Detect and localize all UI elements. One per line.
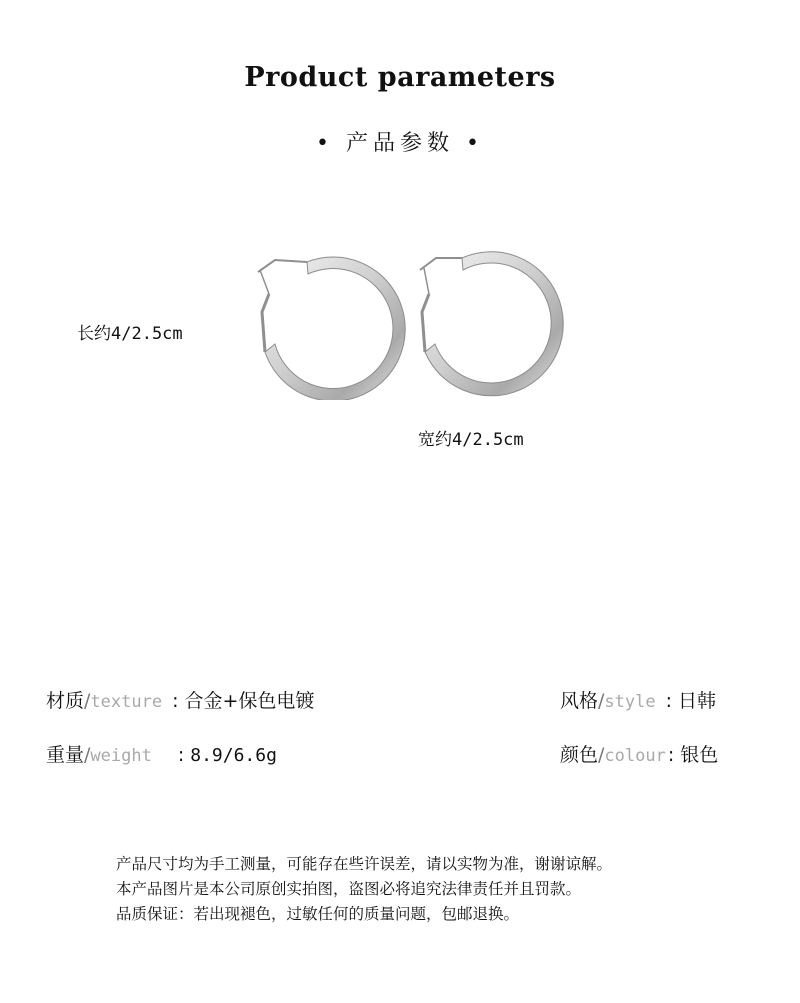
spec-label-en: colour bbox=[604, 746, 666, 766]
hoop-earrings-image bbox=[230, 240, 570, 400]
spec-colon: : bbox=[667, 744, 675, 766]
spec-value: 合金+保色电镀 bbox=[184, 690, 315, 712]
spec-slash: / bbox=[598, 744, 605, 766]
spec-value: 日韩 bbox=[678, 690, 717, 712]
spec-colon: : bbox=[172, 690, 179, 712]
note-quality: 品质保证：若出现褪色，过敏任何的质量问题，包邮退换。 bbox=[116, 905, 520, 923]
spec-label-cn: 重量 bbox=[46, 744, 85, 766]
spec-label-cn: 风格 bbox=[560, 690, 599, 712]
spec-value: 银色 bbox=[680, 744, 719, 766]
spec-label-en: texture bbox=[90, 692, 163, 712]
length-label: 长约4/2.5cm bbox=[77, 324, 183, 344]
spec-label-en: style bbox=[604, 692, 656, 712]
spec-colon: : bbox=[665, 690, 673, 712]
spec-label-cn: 颜色 bbox=[560, 744, 599, 766]
spec-slash: / bbox=[84, 744, 91, 766]
right-hoop bbox=[420, 252, 563, 396]
spec-color bbox=[560, 740, 718, 767]
left-hoop bbox=[258, 257, 405, 400]
notes-block bbox=[116, 852, 736, 927]
spec-slash: / bbox=[84, 690, 91, 712]
spec-label-cn: 材质 bbox=[46, 690, 85, 712]
page-subtitle: • 产品参数 • bbox=[316, 131, 484, 156]
spec-material bbox=[46, 686, 314, 713]
spec-style bbox=[560, 686, 716, 713]
spec-slash: / bbox=[598, 690, 605, 712]
note-measurement: 产品尺寸均为手工测量，可能存在些许误差，请以实物为准，谢谢谅解。 bbox=[116, 855, 613, 873]
spec-value: 8.9/6.6g bbox=[190, 745, 277, 766]
page-title: Product parameters bbox=[244, 62, 556, 93]
note-copyright: 本产品图片是本公司原创实拍图，盗图必将追究法律责任并且罚款。 bbox=[116, 880, 582, 898]
spec-label-en: weight bbox=[90, 746, 152, 766]
spec-colon: : bbox=[177, 744, 185, 766]
width-label: 宽约4/2.5cm bbox=[418, 430, 524, 450]
spec-weight bbox=[46, 740, 277, 767]
